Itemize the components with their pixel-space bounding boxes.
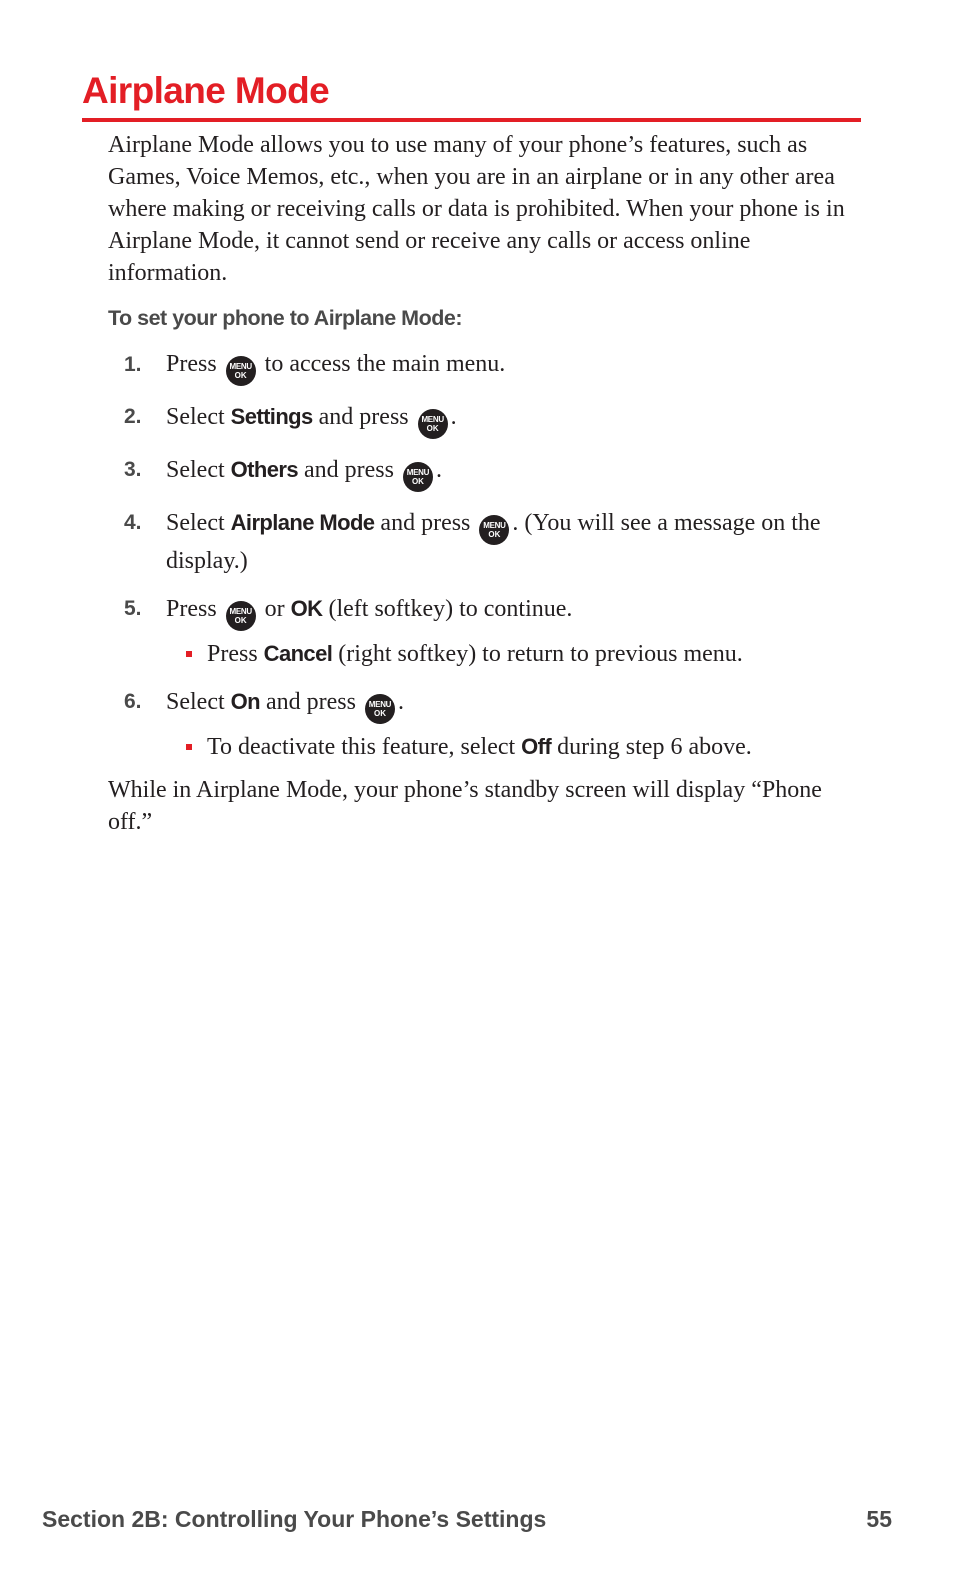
step-text: and press bbox=[266, 689, 356, 715]
menu-ok-key-icon: MENU OK bbox=[418, 409, 448, 439]
menu-option-settings: Settings bbox=[230, 404, 313, 429]
step-text: Press bbox=[166, 596, 217, 622]
step-number: 4. bbox=[124, 511, 142, 534]
footer-section-title: Section 2B: Controlling Your Phone’s Settings bbox=[42, 1506, 547, 1532]
bullet-item bbox=[166, 730, 860, 764]
title-rule bbox=[82, 118, 861, 122]
bullet-text: Press bbox=[207, 641, 258, 667]
menu-ok-key-icon: MENU OK bbox=[479, 515, 509, 545]
steps-list bbox=[108, 348, 860, 764]
bullet-text: To deactivate this feature, select bbox=[207, 734, 516, 760]
page-title: Airplane Mode bbox=[82, 70, 330, 111]
step-text: to access the main menu. bbox=[264, 351, 506, 377]
step-6-notes bbox=[166, 730, 860, 764]
outro-paragraph: While in Airplane Mode, your phone’s standby screen will display “Phone off.” bbox=[108, 777, 822, 835]
instructions-subhead: To set your phone to Airplane Mode: bbox=[108, 306, 462, 330]
content bbox=[108, 129, 860, 838]
menu-option-airplane-mode: Airplane Mode bbox=[230, 510, 375, 535]
step-text: Select bbox=[166, 510, 225, 536]
menu-ok-key-icon: MENU OK bbox=[226, 356, 256, 386]
step-2 bbox=[108, 400, 860, 439]
step-4 bbox=[108, 506, 860, 578]
softkey-cancel: Cancel bbox=[263, 641, 333, 666]
menu-option-off: Off bbox=[521, 734, 552, 759]
step-number: 5. bbox=[124, 597, 142, 620]
step-number: 6. bbox=[124, 690, 142, 713]
step-number: 3. bbox=[124, 458, 142, 481]
step-text: Select bbox=[166, 689, 225, 715]
step-text: or bbox=[264, 596, 285, 622]
menu-ok-key-icon: MENU OK bbox=[365, 694, 395, 724]
step-text: and press bbox=[318, 404, 409, 430]
step-5 bbox=[108, 592, 860, 671]
step-text: and press bbox=[303, 457, 394, 483]
menu-ok-key-icon: MENU OK bbox=[403, 462, 433, 492]
step-6 bbox=[108, 685, 860, 764]
step-text: (left softkey) to continue. bbox=[328, 596, 573, 622]
step-text: . bbox=[397, 689, 404, 715]
menu-option-on: On bbox=[230, 689, 260, 714]
step-3 bbox=[108, 453, 860, 492]
step-text: and press bbox=[380, 510, 471, 536]
square-bullet-icon bbox=[186, 651, 192, 657]
bullet-text: (right softkey) to return to previous menu. bbox=[338, 641, 743, 667]
step-text: . bbox=[450, 404, 457, 430]
step-text: Select bbox=[166, 404, 225, 430]
menu-option-others: Others bbox=[230, 457, 298, 482]
page-number: 55 bbox=[866, 1506, 892, 1532]
step-text: Press bbox=[166, 351, 217, 377]
step-text: . (You will see a message on the display.) bbox=[166, 510, 821, 574]
step-number: 1. bbox=[124, 353, 142, 376]
step-5-notes bbox=[166, 637, 860, 671]
intro-paragraph: Airplane Mode allows you to use many of your phone’s features, such as Games, Voice Memos, etc., when you are in an airplane or in any other area where making or receiving calls or data is prohibited. When your phone is in Airplane Mode, it cannot send or receive any calls or access online information. bbox=[108, 132, 845, 286]
menu-ok-key-icon: MENU OK bbox=[226, 601, 256, 631]
bullet-item bbox=[166, 637, 860, 671]
step-text: Select bbox=[166, 457, 225, 483]
bullet-text: during step 6 above. bbox=[557, 734, 752, 760]
step-text: . bbox=[435, 457, 442, 483]
step-number: 2. bbox=[124, 405, 142, 428]
softkey-ok: OK bbox=[290, 596, 323, 621]
step-1 bbox=[108, 348, 860, 386]
square-bullet-icon bbox=[186, 744, 192, 750]
